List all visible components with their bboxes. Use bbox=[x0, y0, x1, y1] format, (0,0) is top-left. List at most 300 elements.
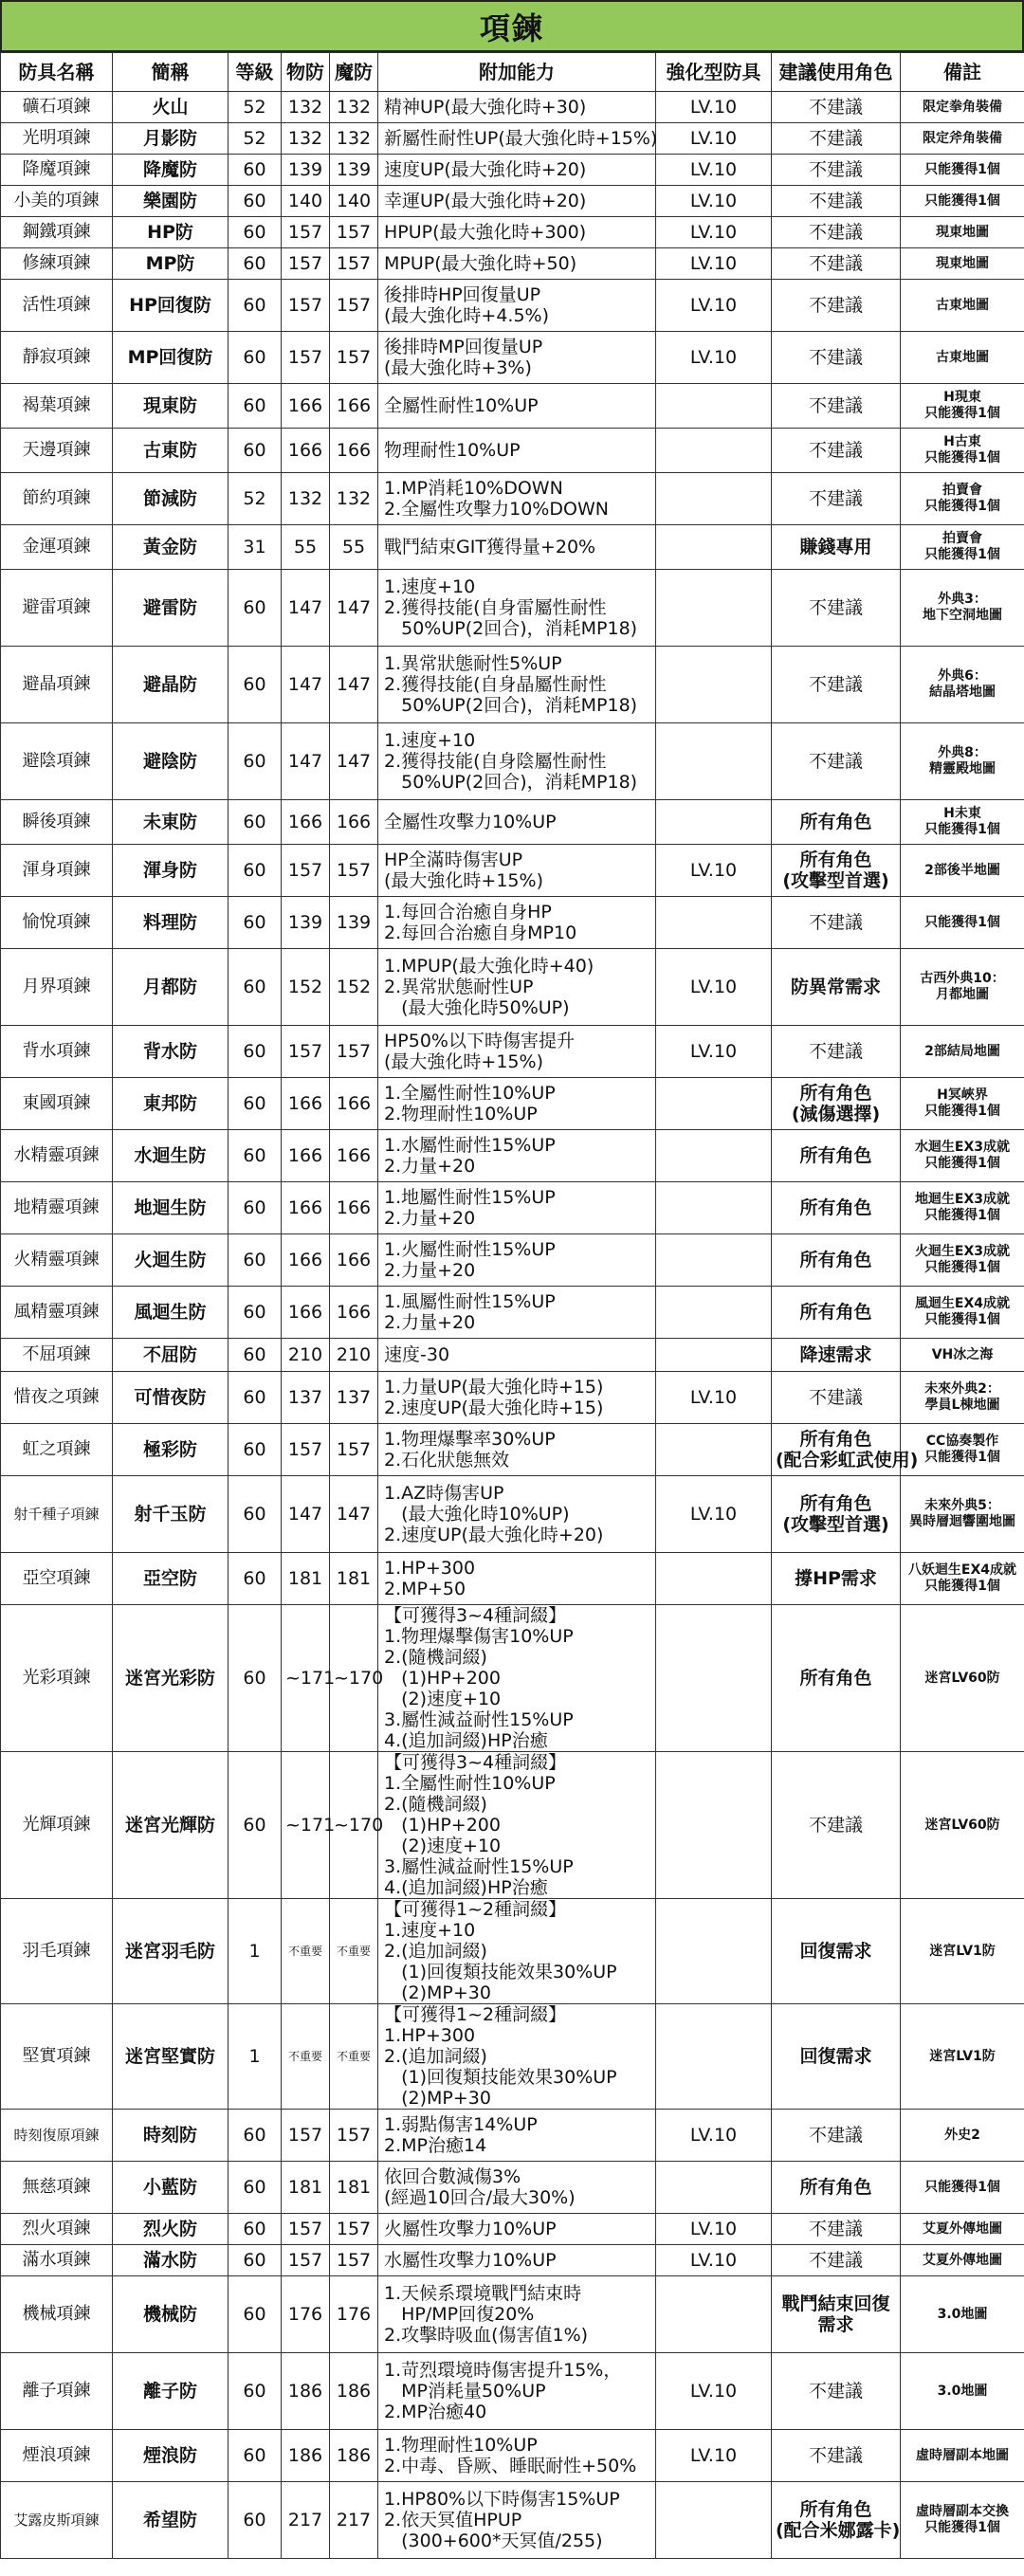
item-role: 不建議 bbox=[772, 2353, 901, 2430]
item-pdef: 166 bbox=[282, 800, 330, 845]
item-abbr: 渾身防 bbox=[113, 845, 229, 897]
item-mdef: 166 bbox=[330, 429, 378, 473]
item-level: 60 bbox=[229, 2110, 282, 2162]
item-effect: 1.弱點傷害14%UP 2.MP治癒14 bbox=[378, 2110, 656, 2162]
item-enhance: LV.10 bbox=[656, 217, 772, 248]
item-name: 不屈項鍊 bbox=[1, 1339, 113, 1372]
item-pdef: 157 bbox=[282, 2245, 330, 2276]
item-enhance: LV.10 bbox=[656, 2214, 772, 2245]
item-pdef: 147 bbox=[282, 570, 330, 647]
item-note: 2部結局地圖 bbox=[901, 1026, 1024, 1078]
header-note: 備註 bbox=[901, 53, 1024, 92]
item-role: 所有角色 bbox=[772, 1287, 901, 1339]
table-row bbox=[1, 1130, 1024, 1182]
item-level: 31 bbox=[229, 525, 282, 570]
table-row bbox=[1, 2214, 1024, 2245]
table-row bbox=[1, 1182, 1024, 1234]
item-pdef: 132 bbox=[282, 123, 330, 155]
item-name: 避雷項鍊 bbox=[1, 570, 113, 647]
item-enhance bbox=[656, 384, 772, 429]
item-role: 所有角色 bbox=[772, 800, 901, 845]
item-name: 鋼鐵項鍊 bbox=[1, 217, 113, 248]
item-enhance: LV.10 bbox=[656, 2110, 772, 2162]
table-row bbox=[1, 155, 1024, 186]
item-effect: 後排時HP回復量UP (最大強化時+4.5%) bbox=[378, 280, 656, 332]
item-note: 限定斧角裝備 bbox=[901, 123, 1024, 155]
table-row bbox=[1, 1752, 1024, 1899]
item-pdef: 不重要 bbox=[282, 1899, 330, 2004]
item-mdef: 132 bbox=[330, 92, 378, 123]
item-name: 無慈項鍊 bbox=[1, 2162, 113, 2214]
item-role: 所有角色 bbox=[772, 1130, 901, 1182]
item-enhance: LV.10 bbox=[656, 280, 772, 332]
item-role: 戰鬥結束回復 需求 bbox=[772, 2276, 901, 2353]
item-name: 褐葉項鍊 bbox=[1, 384, 113, 429]
item-name: 亞空項鍊 bbox=[1, 1553, 113, 1605]
item-effect: 依回合數減傷3% (經過10回合/最大30%) bbox=[378, 2162, 656, 2214]
item-enhance: LV.10 bbox=[656, 92, 772, 123]
item-note: 水迴生EX3成就 只能獲得1個 bbox=[901, 1130, 1024, 1182]
item-level: 60 bbox=[229, 248, 282, 280]
item-pdef: 152 bbox=[282, 949, 330, 1026]
table-row bbox=[1, 429, 1024, 473]
item-abbr: 迷宮羽毛防 bbox=[113, 1899, 229, 2004]
item-abbr: 東邦防 bbox=[113, 1078, 229, 1130]
item-pdef: 166 bbox=[282, 429, 330, 473]
item-level: 60 bbox=[229, 384, 282, 429]
item-enhance bbox=[656, 1752, 772, 1899]
item-role: 不建議 bbox=[772, 332, 901, 384]
item-role: 所有角色 bbox=[772, 1605, 901, 1752]
item-abbr: HP回復防 bbox=[113, 280, 229, 332]
item-name: 月界項鍊 bbox=[1, 949, 113, 1026]
item-level: 60 bbox=[229, 1287, 282, 1339]
item-mdef: 166 bbox=[330, 1234, 378, 1287]
item-note: 3.0地圖 bbox=[901, 2353, 1024, 2430]
item-abbr: 月都防 bbox=[113, 949, 229, 1026]
item-note: 拍賣會 只能獲得1個 bbox=[901, 473, 1024, 525]
item-role: 所有角色 (減傷選擇) bbox=[772, 1078, 901, 1130]
item-role: 不建議 bbox=[772, 384, 901, 429]
item-effect: 1.AZ時傷害UP (最大強化時10%UP) 2.速度UP(最大強化時+20) bbox=[378, 1476, 656, 1553]
item-mdef: 137 bbox=[330, 1372, 378, 1424]
item-pdef: 157 bbox=[282, 280, 330, 332]
item-name: 射千種子項鍊 bbox=[1, 1476, 113, 1553]
item-abbr: 迷宮堅實防 bbox=[113, 2004, 229, 2110]
item-level: 52 bbox=[229, 123, 282, 155]
item-pdef: 139 bbox=[282, 897, 330, 949]
item-mdef: 181 bbox=[330, 1553, 378, 1605]
item-enhance bbox=[656, 1078, 772, 1130]
item-pdef: ~171 bbox=[282, 1752, 330, 1899]
item-level: 60 bbox=[229, 1078, 282, 1130]
item-name: 堅實項鍊 bbox=[1, 2004, 113, 2110]
item-note: 3.0地圖 bbox=[901, 2276, 1024, 2353]
item-enhance bbox=[656, 429, 772, 473]
item-pdef: 132 bbox=[282, 92, 330, 123]
item-role: 所有角色 bbox=[772, 1182, 901, 1234]
item-enhance bbox=[656, 1424, 772, 1476]
item-effect: 1.HP80%以下時傷害15%UP 2.依天冥值HPUP (300+600*天冥值/255) bbox=[378, 2482, 656, 2559]
header-enhance: 強化型防具 bbox=[656, 53, 772, 92]
item-note: 現東地圖 bbox=[901, 217, 1024, 248]
table-row bbox=[1, 248, 1024, 280]
item-pdef: 166 bbox=[282, 1234, 330, 1287]
item-effect: 水屬性攻擊力10%UP bbox=[378, 2245, 656, 2276]
item-role: 不建議 bbox=[772, 186, 901, 217]
table-row bbox=[1, 1234, 1024, 1287]
item-role: 不建議 bbox=[772, 570, 901, 647]
item-role: 所有角色 bbox=[772, 1234, 901, 1287]
item-enhance bbox=[656, 1182, 772, 1234]
item-role: 回復需求 bbox=[772, 1899, 901, 2004]
item-level: 60 bbox=[229, 332, 282, 384]
item-mdef: 176 bbox=[330, 2276, 378, 2353]
item-role: 所有角色 (配合米娜露卡) bbox=[772, 2482, 901, 2559]
item-pdef: 166 bbox=[282, 1182, 330, 1234]
item-pdef: 140 bbox=[282, 186, 330, 217]
item-pdef: 186 bbox=[282, 2430, 330, 2482]
item-role: 不建議 bbox=[772, 1752, 901, 1899]
item-level: 60 bbox=[229, 723, 282, 800]
item-name: 避晶項鍊 bbox=[1, 647, 113, 723]
item-name: 煙浪項鍊 bbox=[1, 2430, 113, 2482]
item-note: 2部後半地圖 bbox=[901, 845, 1024, 897]
item-abbr: 迷宮光彩防 bbox=[113, 1605, 229, 1752]
item-enhance bbox=[656, 897, 772, 949]
item-name: 機械項鍊 bbox=[1, 2276, 113, 2353]
item-enhance: LV.10 bbox=[656, 123, 772, 155]
item-effect: 【可獲得1~2種詞綴】 1.速度+10 2.(追加詞綴) (1)回復類技能效果30%UP (2)MP+30 bbox=[378, 1899, 656, 2004]
item-role: 不建議 bbox=[772, 1372, 901, 1424]
item-pdef: 166 bbox=[282, 1287, 330, 1339]
item-name: 滿水項鍊 bbox=[1, 2245, 113, 2276]
header-name: 防具名稱 bbox=[1, 53, 113, 92]
item-enhance: LV.10 bbox=[656, 1372, 772, 1424]
item-enhance bbox=[656, 570, 772, 647]
item-name: 東國項鍊 bbox=[1, 1078, 113, 1130]
item-abbr: 迷宮光輝防 bbox=[113, 1752, 229, 1899]
item-pdef: 166 bbox=[282, 1078, 330, 1130]
item-enhance: LV.10 bbox=[656, 248, 772, 280]
item-level: 60 bbox=[229, 2276, 282, 2353]
item-enhance bbox=[656, 1605, 772, 1752]
item-role: 所有角色 (配合彩虹武使用) bbox=[772, 1424, 901, 1476]
item-name: 艾露皮斯項鍊 bbox=[1, 2482, 113, 2559]
item-abbr: 避陰防 bbox=[113, 723, 229, 800]
item-level: 60 bbox=[229, 949, 282, 1026]
item-pdef: 181 bbox=[282, 1553, 330, 1605]
item-mdef: 157 bbox=[330, 2245, 378, 2276]
table-row bbox=[1, 1026, 1024, 1078]
item-abbr: 極彩防 bbox=[113, 1424, 229, 1476]
item-effect: 1.HP+300 2.MP+50 bbox=[378, 1553, 656, 1605]
item-level: 60 bbox=[229, 570, 282, 647]
item-abbr: 烈火防 bbox=[113, 2214, 229, 2245]
item-effect: 1.地屬性耐性15%UP 2.力量+20 bbox=[378, 1182, 656, 1234]
item-enhance bbox=[656, 2004, 772, 2110]
header-row bbox=[1, 53, 1024, 92]
item-mdef: 132 bbox=[330, 123, 378, 155]
item-name: 礦石項鍊 bbox=[1, 92, 113, 123]
table-row bbox=[1, 1078, 1024, 1130]
item-name: 光輝項鍊 bbox=[1, 1752, 113, 1899]
item-note: 限定拳角裝備 bbox=[901, 92, 1024, 123]
item-mdef: 157 bbox=[330, 2110, 378, 2162]
item-abbr: 古東防 bbox=[113, 429, 229, 473]
item-role: 不建議 bbox=[772, 2245, 901, 2276]
page-title: 項鍊 bbox=[0, 0, 1024, 52]
item-abbr: 風迴生防 bbox=[113, 1287, 229, 1339]
table-row bbox=[1, 280, 1024, 332]
item-abbr: MP回復防 bbox=[113, 332, 229, 384]
item-level: 60 bbox=[229, 217, 282, 248]
item-role: 不建議 bbox=[772, 92, 901, 123]
table-row bbox=[1, 800, 1024, 845]
item-note: 火迴生EX3成就 只能獲得1個 bbox=[901, 1234, 1024, 1287]
item-effect: HP全滿時傷害UP (最大強化時+15%) bbox=[378, 845, 656, 897]
item-abbr: 離子防 bbox=[113, 2353, 229, 2430]
item-mdef: 147 bbox=[330, 723, 378, 800]
item-pdef: 157 bbox=[282, 2110, 330, 2162]
item-pdef: 147 bbox=[282, 723, 330, 800]
item-note: 現東地圖 bbox=[901, 248, 1024, 280]
item-level: 60 bbox=[229, 2430, 282, 2482]
table-row bbox=[1, 1899, 1024, 2004]
item-abbr: 避晶防 bbox=[113, 647, 229, 723]
table-row bbox=[1, 949, 1024, 1026]
item-note: 地迴生EX3成就 只能獲得1個 bbox=[901, 1182, 1024, 1234]
item-role: 不建議 bbox=[772, 155, 901, 186]
item-level: 1 bbox=[229, 2004, 282, 2110]
item-role: 不建議 bbox=[772, 2430, 901, 2482]
item-effect: 1.速度+10 2.獲得技能(自身陰屬性耐性 50%UP(2回合)，消耗MP18) bbox=[378, 723, 656, 800]
item-pdef: 181 bbox=[282, 2162, 330, 2214]
item-role: 不建議 bbox=[772, 473, 901, 525]
item-effect: 1.天候系環境戰鬥結束時 HP/MP回復20% 2.攻擊時吸血(傷害值1%) bbox=[378, 2276, 656, 2353]
item-role: 不建議 bbox=[772, 2214, 901, 2245]
table-row bbox=[1, 1605, 1024, 1752]
item-abbr: 料理防 bbox=[113, 897, 229, 949]
item-note: 艾夏外傳地圖 bbox=[901, 2245, 1024, 2276]
item-abbr: 不屈防 bbox=[113, 1339, 229, 1372]
table-body bbox=[1, 92, 1024, 2559]
item-note: 外典3： 地下空洞地圖 bbox=[901, 570, 1024, 647]
item-level: 60 bbox=[229, 1752, 282, 1899]
item-pdef: 147 bbox=[282, 1476, 330, 1553]
item-level: 60 bbox=[229, 1553, 282, 1605]
item-mdef: 166 bbox=[330, 384, 378, 429]
item-level: 60 bbox=[229, 280, 282, 332]
item-name: 火精靈項鍊 bbox=[1, 1234, 113, 1287]
item-note: CC協奏製作 只能獲得1個 bbox=[901, 1424, 1024, 1476]
item-mdef: 147 bbox=[330, 570, 378, 647]
item-abbr: 現東防 bbox=[113, 384, 229, 429]
item-role: 所有角色 (攻擊型首選) bbox=[772, 845, 901, 897]
table-row bbox=[1, 1553, 1024, 1605]
item-effect: 1.速度+10 2.獲得技能(自身雷屬性耐性 50%UP(2回合)，消耗MP18) bbox=[378, 570, 656, 647]
item-name: 虹之項鍊 bbox=[1, 1424, 113, 1476]
table-row bbox=[1, 2004, 1024, 2110]
item-effect: 1.MPUP(最大強化時+40) 2.異常狀態耐性UP (最大強化時50%UP) bbox=[378, 949, 656, 1026]
item-abbr: 月影防 bbox=[113, 123, 229, 155]
table-row bbox=[1, 123, 1024, 155]
item-enhance: LV.10 bbox=[656, 1026, 772, 1078]
item-pdef: 157 bbox=[282, 248, 330, 280]
item-mdef: 166 bbox=[330, 1287, 378, 1339]
item-abbr: 機械防 bbox=[113, 2276, 229, 2353]
item-mdef: 166 bbox=[330, 1078, 378, 1130]
item-note: 虛時層副本交換 只能獲得1個 bbox=[901, 2482, 1024, 2559]
table-row bbox=[1, 92, 1024, 123]
item-enhance bbox=[656, 647, 772, 723]
item-role: 不建議 bbox=[772, 897, 901, 949]
table-row bbox=[1, 845, 1024, 897]
table-row bbox=[1, 1476, 1024, 1553]
item-note: 未來外典5： 異時層迴響圍地圖 bbox=[901, 1476, 1024, 1553]
item-role: 不建議 bbox=[772, 217, 901, 248]
item-level: 60 bbox=[229, 647, 282, 723]
item-mdef: 147 bbox=[330, 1476, 378, 1553]
item-note: H古東 只能獲得1個 bbox=[901, 429, 1024, 473]
item-pdef: 157 bbox=[282, 217, 330, 248]
item-role: 賺錢專用 bbox=[772, 525, 901, 570]
table-row bbox=[1, 647, 1024, 723]
item-enhance bbox=[656, 525, 772, 570]
item-pdef: 不重要 bbox=[282, 2004, 330, 2110]
item-effect: 1.全屬性耐性10%UP 2.物理耐性10%UP bbox=[378, 1078, 656, 1130]
item-role: 所有角色 bbox=[772, 2162, 901, 2214]
item-note: VH冰之海 bbox=[901, 1339, 1024, 1372]
item-pdef: 157 bbox=[282, 332, 330, 384]
item-mdef: 139 bbox=[330, 155, 378, 186]
header-pdef: 物防 bbox=[282, 53, 330, 92]
table-row bbox=[1, 473, 1024, 525]
item-level: 60 bbox=[229, 1339, 282, 1372]
item-role: 不建議 bbox=[772, 429, 901, 473]
table-row bbox=[1, 217, 1024, 248]
table-row bbox=[1, 332, 1024, 384]
item-effect: 【可獲得3~4種詞綴】 1.物理爆擊傷害10%UP 2.(隨機詞綴) (1)HP+200 (2)速度+10 3.屬性減益耐性15%UP 4.(追加詞綴)HP治癒 bbox=[378, 1605, 656, 1752]
item-note: 迷宮LV60防 bbox=[901, 1605, 1024, 1752]
table-row bbox=[1, 384, 1024, 429]
item-level: 60 bbox=[229, 1424, 282, 1476]
item-enhance bbox=[656, 723, 772, 800]
item-abbr: 亞空防 bbox=[113, 1553, 229, 1605]
item-enhance bbox=[656, 2276, 772, 2353]
item-name: 羽毛項鍊 bbox=[1, 1899, 113, 2004]
table-row bbox=[1, 2276, 1024, 2353]
item-level: 60 bbox=[229, 1130, 282, 1182]
item-pdef: 166 bbox=[282, 1130, 330, 1182]
item-note: 只能獲得1個 bbox=[901, 2162, 1024, 2214]
item-name: 瞬後項鍊 bbox=[1, 800, 113, 845]
item-name: 地精靈項鍊 bbox=[1, 1182, 113, 1234]
item-level: 60 bbox=[229, 1026, 282, 1078]
item-mdef: 217 bbox=[330, 2482, 378, 2559]
item-mdef: 210 bbox=[330, 1339, 378, 1372]
item-abbr: 小藍防 bbox=[113, 2162, 229, 2214]
necklace-table bbox=[0, 52, 1024, 2559]
item-pdef: 210 bbox=[282, 1339, 330, 1372]
item-pdef: 166 bbox=[282, 384, 330, 429]
item-note: 迷宮LV60防 bbox=[901, 1752, 1024, 1899]
item-note: H冥峽界 只能獲得1個 bbox=[901, 1078, 1024, 1130]
item-name: 靜寂項鍊 bbox=[1, 332, 113, 384]
item-effect: 1.火屬性耐性15%UP 2.力量+20 bbox=[378, 1234, 656, 1287]
item-mdef: 157 bbox=[330, 280, 378, 332]
item-abbr: 節減防 bbox=[113, 473, 229, 525]
item-abbr: 降魔防 bbox=[113, 155, 229, 186]
item-abbr: 滿水防 bbox=[113, 2245, 229, 2276]
item-name: 降魔項鍊 bbox=[1, 155, 113, 186]
item-mdef: 152 bbox=[330, 949, 378, 1026]
item-name: 避陰項鍊 bbox=[1, 723, 113, 800]
item-effect: 1.水屬性耐性15%UP 2.力量+20 bbox=[378, 1130, 656, 1182]
item-enhance: LV.10 bbox=[656, 332, 772, 384]
item-effect: 【可獲得3~4種詞綴】 1.全屬性耐性10%UP 2.(隨機詞綴) (1)HP+200 (2)速度+10 3.屬性減益耐性15%UP 4.(追加詞綴)HP治癒 bbox=[378, 1752, 656, 1899]
item-effect: 1.力量UP(最大強化時+15) 2.速度UP(最大強化時+15) bbox=[378, 1372, 656, 1424]
item-abbr: 背水防 bbox=[113, 1026, 229, 1078]
table-row bbox=[1, 2482, 1024, 2559]
item-pdef: 132 bbox=[282, 473, 330, 525]
item-name: 光明項鍊 bbox=[1, 123, 113, 155]
item-mdef: ~170 bbox=[330, 1605, 378, 1752]
item-level: 60 bbox=[229, 2214, 282, 2245]
table-row bbox=[1, 1339, 1024, 1372]
item-role: 不建議 bbox=[772, 1026, 901, 1078]
item-enhance bbox=[656, 2162, 772, 2214]
item-level: 60 bbox=[229, 2162, 282, 2214]
item-abbr: 未東防 bbox=[113, 800, 229, 845]
item-enhance: LV.10 bbox=[656, 2245, 772, 2276]
table-row bbox=[1, 2245, 1024, 2276]
item-note: 外典8： 精靈殿地圖 bbox=[901, 723, 1024, 800]
item-level: 1 bbox=[229, 1899, 282, 2004]
item-role: 撐HP需求 bbox=[772, 1553, 901, 1605]
item-effect: 1.風屬性耐性15%UP 2.力量+20 bbox=[378, 1287, 656, 1339]
item-note: 迷宮LV1防 bbox=[901, 1899, 1024, 2004]
item-level: 60 bbox=[229, 2245, 282, 2276]
item-effect: 全屬性攻擊力10%UP bbox=[378, 800, 656, 845]
item-note: 艾夏外傳地圖 bbox=[901, 2214, 1024, 2245]
item-mdef: 不重要 bbox=[330, 1899, 378, 2004]
item-effect: 速度UP(最大強化時+20) bbox=[378, 155, 656, 186]
table-row bbox=[1, 2430, 1024, 2482]
item-name: 天邊項鍊 bbox=[1, 429, 113, 473]
item-abbr: 樂園防 bbox=[113, 186, 229, 217]
item-mdef: 55 bbox=[330, 525, 378, 570]
item-effect: 戰鬥結束GIT獲得量+20% bbox=[378, 525, 656, 570]
table-row bbox=[1, 2353, 1024, 2430]
item-mdef: 157 bbox=[330, 248, 378, 280]
item-mdef: 166 bbox=[330, 800, 378, 845]
item-mdef: 186 bbox=[330, 2430, 378, 2482]
item-role: 不建議 bbox=[772, 723, 901, 800]
item-name: 修練項鍊 bbox=[1, 248, 113, 280]
item-mdef: 132 bbox=[330, 473, 378, 525]
item-role: 不建議 bbox=[772, 647, 901, 723]
item-name: 惜夜之項鍊 bbox=[1, 1372, 113, 1424]
item-level: 60 bbox=[229, 186, 282, 217]
item-enhance bbox=[656, 800, 772, 845]
item-name: 愉悅項鍊 bbox=[1, 897, 113, 949]
item-mdef: 157 bbox=[330, 217, 378, 248]
item-mdef: 不重要 bbox=[330, 2004, 378, 2110]
header-abbr: 簡稱 bbox=[113, 53, 229, 92]
item-effect: 1.每回合治癒自身HP 2.每回合治癒自身MP10 bbox=[378, 897, 656, 949]
item-level: 60 bbox=[229, 1372, 282, 1424]
